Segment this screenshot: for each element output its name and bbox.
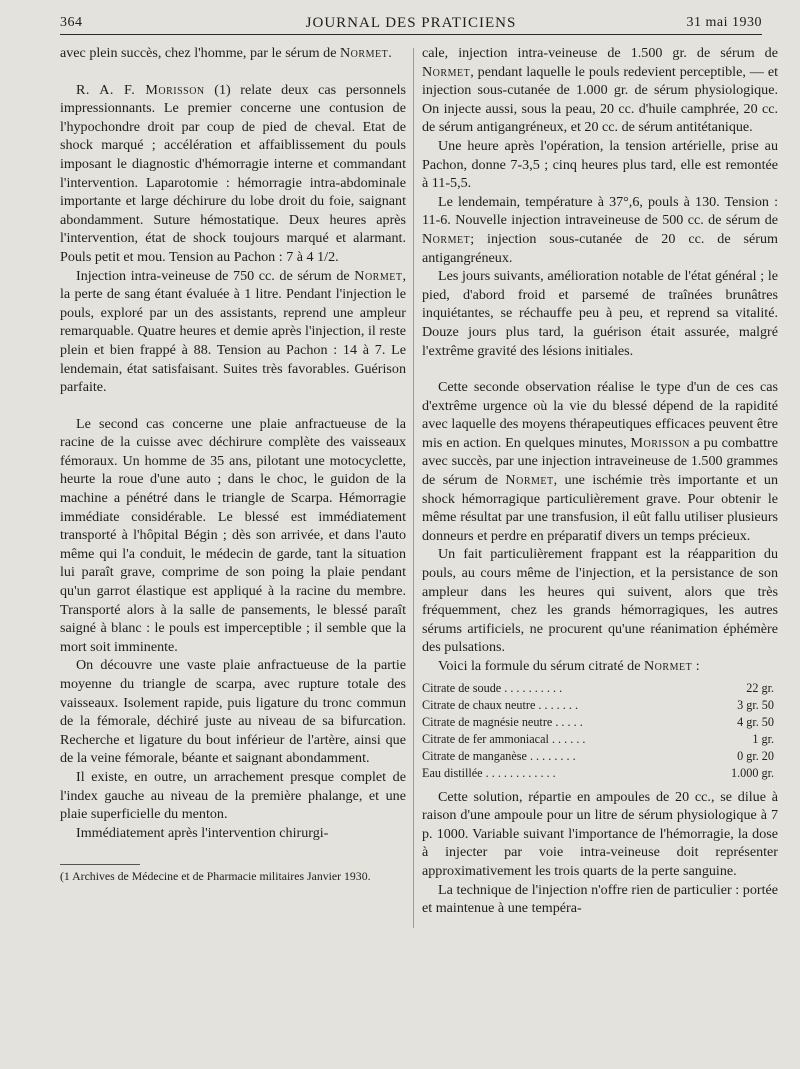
paragraph: Une heure après l'opération, la tension artérielle, prise au Pachon, donne 7-3,5 ; cinq heures plus tard, elle est remontée à 11-5,5. [422,137,778,192]
author-name: Morisson [630,434,690,451]
formula-row: Citrate de magnésie neutre . . . . . 4 gr. 50 [422,714,774,729]
paragraph: Un fait particulièrement frappant est la réapparition du pouls, au cours même de l'injection, et la persistance de son ampleur dans les heures qui suivent, alors que très fréquemment, chez les grands hémorragiques, les autres sérums artificiels, ne procurent qu'une réanimation éphémère des pulsations. [422,546,778,656]
paragraph: Le second cas concerne une plaie anfractueuse de la racine de la cuisse avec déchirure complète des vaisseaux fémoraux. Un homme de 35 ans, pilotant une motocyclette, heurte la roue d'une auto ; dans le choc, le guidon de la machine a pénétré dans le triangle de Scarpa. Hémorragie immédiate considérable. Le blessé est immédiatement transporté à l'hôpital Bégin ; dès son arrivée, et dans l'auto même qui l'a conduit, le médecin de garde, tant la situation lui paraît grave, comprime de son poing la plaie pendant qu'un garrot élastique est appliqué à la racine du membre. Transporté alors à la salle de pansements, le blessé paraît saigné à blanc : le pouls est imperceptible ; il semble que la mort soit imminente. [60,415,406,655]
paragraph: avec plein succès, chez l'homme, par le sérum de Normet. [60,45,392,61]
issue-date: 31 mai 1930 [686,15,762,30]
normet-name: Normet [422,63,471,80]
normet-name: Normet [505,472,554,489]
paragraph: Cette seconde observation réalise le type d'un de ces cas d'extrême urgence où la vie du blessé dépend de la rapidité avec laquelle des moyens thérapeutiques efficaces peuvent être mis en action. En quelques minutes, Morisson a pu combattre avec succès, par une injection intraveineuse de 1.500 grammes de sérum de Normet, une ischémie très importante et un shock hémorragique particulièrement grave. Pour obtenir le même résultat par une transfusion, il eût fallu utiliser plusieurs donneurs et perdre en préparatif divers un temps précieux. [422,379,778,544]
paragraph: Voici la formule du sérum citraté de Normet : [438,658,700,674]
formula-row: Citrate de chaux neutre . . . . . . . 3 gr. 50 [422,697,774,712]
formula-table [422,680,778,782]
paragraph: Immédiatement après l'intervention chirurgi- [76,824,329,841]
author-name: R. A. F. Morisson [76,81,205,98]
paragraph: Le lendemain, température à 37°,6, pouls à 130. Tension : 11-6. Nouvelle injection intraveineuse de 500 cc. de sérum de Normet; injection sous-cutanée de 20 cc. de sérum antigangréneux. [422,193,778,266]
paragraph: La technique de l'injection n'offre rien de particulier : portée et maintenue à une tempéra- [422,881,778,917]
formula-row: Citrate de soude . . . . . . . . . . 22 gr. [422,680,774,695]
left-column [60,44,406,1059]
normet-name: Normet [354,267,403,284]
normet-name: Normet [340,45,389,61]
paragraph: Les jours suivants, amélioration notable de l'état général ; le pied, d'abord froid et parsemé de traînées brunâtres inquiétantes, se réchauffe peu à peu, et reprend sa vitalité. Douze jours plus tard, la guérison était assurée, malgré l'extrême gravité des lésions initiales. [422,268,778,359]
paragraph: Il existe, en outre, un arrachement presque complet de l'index gauche au niveau de la première phalange, et une plaie superficielle du menton. [60,768,406,823]
column-divider [413,48,414,928]
paragraph: Injection intra-veineuse de 750 cc. de sérum de Normet, la perte de sang étant évaluée à 1 litre. Pendant l'injection le pouls, exploré par un des assistants, reprend une ampleur remarquable. Quatre heures et demie après l'injection, il reste plein et bien frappé à 88. Tension au Pachon : 14 à 7. Le lendemain, état satisfaisant. Suites très favorables. Guérison parfaite. [60,267,406,396]
formula-row: Citrate de fer ammoniacal . . . . . . 1 gr. [422,731,774,746]
right-column [422,44,778,1059]
paragraph: Cette solution, répartie en ampoules de 20 cc., se dilue à raison d'une ampoule pour un litre de sérum physiologique à 7 p. 1000. Variable suivant l'importance de l'hémorragie, la dose à injecter par voie intra-veineuse doit représenter approximativement les trois quarts de la perte sanguine. [422,788,778,879]
paragraph: On découvre une vaste plaie anfractueuse de la partie moyenne du triangle de scarpa, avec rupture totale des vaisseaux. Isolement rapide, puis ligature du tronc commun de la fémorale, déchiré juste au niveau de sa bifurcation. Recherche et ligature du bout inférieur de l'artère, ainsi que de la veine fémorale, béante et saignant abondamment. [60,657,406,767]
footnote: (1 Archives de Médecine et de Pharmacie militaires Janvier 1930. [60,869,371,884]
normet-name: Normet [644,658,693,674]
paragraph: R. A. F. Morisson (1) relate deux cas personnels impressionnants. Le premier concerne une contusion de l'hypochondre droit par coup de pied de cheval. Etat de shock marqué ; accélération et affaiblissement du pouls imposant le diagnostic d'hémorragie interne et commandant l'intervention. Laparotomie : hémorragie intra-abdominale importante et large déchirure du lobe droit du foie, saignant abondamment. Suture hémostatique. Deux heures après l'intervention, état de shock toujours marqué et alarmant. Pouls petit et mou. Tension au Pachon : 7 à 4 1/2. [60,81,406,265]
page-header [60,12,762,35]
paragraph: cale, injection intra-veineuse de 1.500 gr. de sérum de Normet, pendant laquelle le pouls redevient perceptible, — et injection sous-cutanée de 1.000 gr. de sérum physiologique. On injecte aussi, sous la peau, 20 cc. d'huile camphrée, 20 cc. de sérum antigangréneux, et 20 cc. de sérum antitétanique. [422,45,778,136]
footnote-rule [60,864,140,865]
page-number: 364 [60,15,83,30]
formula-row: Citrate de manganèse . . . . . . . . 0 gr. 20 [422,748,774,763]
journal-title: JOURNAL DES PRATICIENS [305,15,517,31]
normet-name: Normet [422,230,471,247]
formula-row: Eau distillée . . . . . . . . . . . . 1.000 gr. [422,765,774,780]
